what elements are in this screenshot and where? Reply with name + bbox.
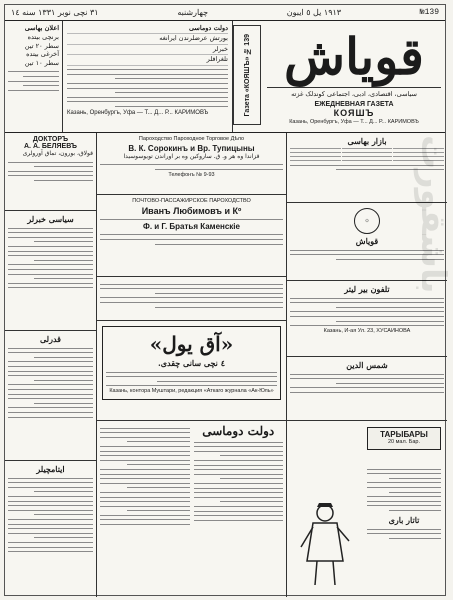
news-block-lines — [8, 226, 93, 289]
doctor-ad — [5, 133, 96, 211]
issue-number: №139 — [419, 8, 439, 17]
sorokin-ad-phone: Телефонъ № 9-93 — [168, 171, 215, 178]
tarybary-label: ТАРЫБАРЫ — [380, 430, 428, 439]
article-block-2 — [5, 461, 96, 597]
small-notices — [97, 277, 286, 321]
price-line: اعلان بهاسی — [24, 24, 59, 32]
tatar-bary-lines — [367, 527, 441, 539]
shamsuddin-lines — [290, 372, 444, 393]
shamsuddin-block — [287, 357, 447, 421]
tables-block-address: Казань, И-ая Ул. 23, ХУСАИНОВА — [323, 327, 411, 334]
tables-block-lines — [290, 296, 444, 327]
newspaper-page — [4, 4, 453, 596]
watermark: باشقورت — [413, 135, 453, 294]
aq-yul-lines — [106, 370, 277, 387]
subtitle-russian: ЕЖЕДНЕВНАЯ ГАЗЕТА — [314, 101, 394, 108]
date-year: ۱۹۱۳ یل ٥ ایبون — [286, 8, 342, 17]
lyubimov-ad-lines — [100, 217, 283, 220]
tarybary-poster — [367, 427, 441, 450]
article-block-lines — [8, 346, 93, 418]
notice-line: خبرلر — [67, 45, 228, 55]
masthead — [5, 21, 445, 133]
newspaper-title: قویاش — [284, 27, 424, 86]
small-notices-lines — [100, 282, 283, 308]
article-block-title: قدرلی — [40, 334, 61, 344]
notice-column — [63, 21, 233, 132]
price-line: سطر ١٠ تین — [24, 59, 59, 68]
duma-article-right-lines — [194, 440, 284, 521]
title-russian: КОЯШЪ — [333, 108, 375, 118]
article-block-2-title: ایتامچیلر — [36, 464, 65, 474]
duma-article — [97, 421, 286, 597]
news-block-title: سیاسی خبرلر — [27, 214, 74, 224]
lyubimov-ad-name: Иванъ Любимовъ и Кº — [141, 205, 242, 216]
tarybary-ad — [287, 421, 447, 597]
sorokin-ad-lines — [100, 162, 283, 170]
dateline — [5, 5, 445, 21]
duma-article-title: دولت دوماسی — [202, 424, 275, 438]
kamenskie-ad-name: Ф. и Г. Братья Каменскіе — [143, 221, 240, 231]
publisher-info: Казань, Оренбургъ, Уфа — Т... Д... Р... КАРИМОВЪ — [289, 119, 419, 125]
newspaper-subtitle: سیاسی، اقتصادی، ادبی، اجتماعی کوندلک غزته — [267, 87, 441, 98]
notice-address: Казань, Оренбургъ, Уфа — Т... Д... Р... КАРИМОВЪ — [67, 110, 209, 117]
article-block-2-lines — [8, 476, 93, 553]
sorokin-ad-sub: Пароходство Пароходное Торговое Дѣло — [138, 136, 245, 142]
tatar-bary-title: تاتار باری — [388, 514, 420, 525]
date-hijri: ۳۱ نچی نوبر ۱۳۳۱ سنه ١٤ — [11, 8, 99, 17]
lyubimov-ad-top: ПОЧТОВО-ПАССАЖИРСКОЕ ПАРОХОДСТВО — [132, 198, 251, 204]
doctor-ad-lines — [8, 160, 93, 181]
aq-yul-address: Казань, контора Муштари, редакция «Аткаго журнала «Ак-Юль» — [109, 387, 274, 394]
seal-icon: ☼ — [354, 208, 380, 234]
aq-yul-ad — [97, 321, 286, 421]
notice-line: تلغرافلر — [67, 55, 228, 65]
doctor-ad-title: ДОКТОРЪ — [32, 136, 69, 143]
price-line: آخرغی بیتده — [26, 50, 59, 59]
article-block — [5, 331, 96, 461]
notice-line: بورتش عرضلرندن ایرانغه — [67, 34, 228, 44]
tarybary-sub: 20 мал. Бар. — [387, 439, 420, 445]
lyubimov-ad — [97, 195, 286, 277]
price-line: برنچی بیتده — [27, 32, 59, 41]
vertical-stamp — [233, 25, 261, 125]
weekday: چهارشنبه — [177, 8, 209, 17]
vertical-stamp-label: Газета «КОЯШЪ» № 139 — [243, 33, 251, 117]
left-column — [5, 133, 97, 597]
market-prices-title: بازار بهاسی — [347, 136, 387, 146]
middle-column — [97, 133, 287, 597]
man-illustration — [297, 501, 353, 589]
sorokin-ad — [97, 133, 286, 195]
tarybary-lines — [367, 467, 441, 511]
shamsuddin-title: شمس الدین — [346, 360, 388, 370]
aq-yul-frame — [102, 326, 281, 400]
kamenskie-ad-lines — [100, 232, 283, 244]
price-column — [5, 21, 63, 132]
title-area — [263, 21, 445, 132]
qoyash-box-title: قویاش — [355, 236, 379, 246]
aq-yul-sub: ٤ نچی سانی چقدی. — [158, 358, 225, 368]
notice-line: دولت دوماسی — [67, 24, 228, 34]
doctor-name: А. А. БЕЛЯЕВЪ — [24, 143, 77, 150]
price-text-lines — [8, 69, 59, 90]
sorokin-ad-text: قزاندا وه هر و. ق. ساروکین وه بر اوراندن تویوسوسیدا — [123, 152, 260, 160]
tables-block-title: تلفون بیر لیتر — [344, 284, 390, 294]
aq-yul-title: «آق یول» — [149, 332, 234, 356]
doctor-specialty: قولاق، بورون، تماق آورولری — [22, 150, 93, 157]
price-line: سطر ٢٠ تین — [24, 41, 59, 50]
notice-text-lines — [67, 67, 228, 107]
news-block — [5, 211, 96, 331]
duma-article-left-lines — [100, 426, 190, 525]
sorokin-ad-title: В. К. Сорокинъ и Вр. Тупицыны — [128, 143, 255, 153]
